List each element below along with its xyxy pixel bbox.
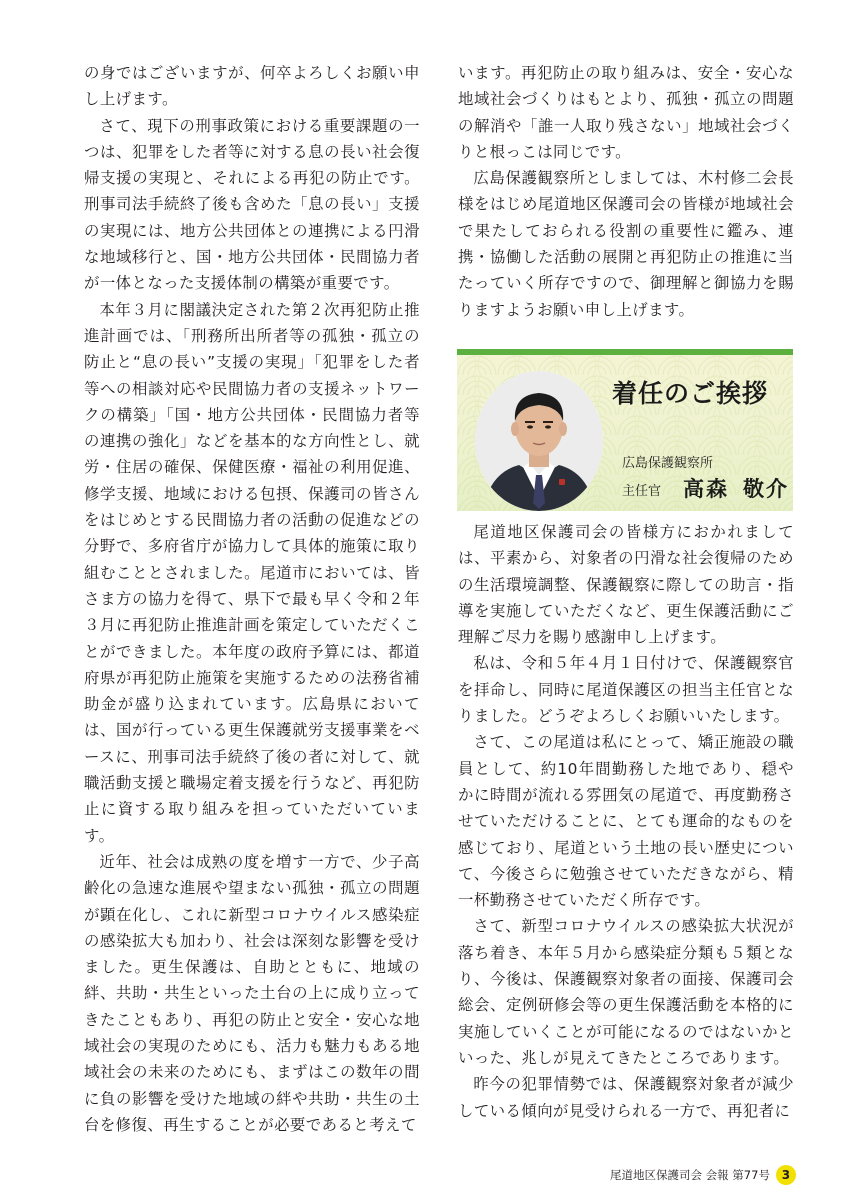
greeting-name-family: 高森	[683, 476, 729, 501]
right-bottom-paragraph-1: 尾道地区保護司会の皆様方におかれましては、平素から、対象者の円滑な社会復帰のための生活環境調整、保護観察に際しての助言・指導を実施していただくなど、更生保護活動にご理解ご尽力を賜り感謝申し上げます。	[458, 523, 794, 647]
greeting-title: 着任のご挨拶	[612, 379, 769, 408]
left-paragraph-3: 本年３月に閣議決定された第２次再犯防止推進計画では、「刑務所出所者等の孤独・孤立の防止と“息の長い”支援の実現」「犯罪をした者等への相談対応や民間協力者の支援ネットワークの構築」「国・地方公共団体・民間協力者等の連携の強化」などを基本的な方向性とし、就労・住居の確保、保健医療・福祉の利用促進、修学支援、地域における包摂、保護司の皆さんをはじめとする民間協力者の活動の促進などの分野で、多府省庁が協力して具体的施策に取り組むこととされました。尾道市においては、皆さま方の協力を得て、県下で最も早く令和２年３月に再犯防止推進計画を策定していただくことができました。本年度の政府予算には、都道府県が再犯防止施策を実施するための法務省補助金が盛り込まれています。広島県においては、国が行っている更生保護就労支援事業をベースに、刑事司法手続終了後の者に対して、就職活動支援と職場定着支援を行うなど、再犯防止に資する取り組みを担っていただいています。	[84, 300, 420, 845]
left-paragraph-4: 近年、社会は成熟の度を増す一方で、少子高齢化の急速な進展や望まない孤独・孤立の問題が顕在化し、これに新型コロナウイルス感染症の感染拡大も加わり、社会は深刻な影響を受けました。更生保護は、自助とともに、地域の絆、共助・共生といった土台の上に成り立ってきたこともあり、再犯の防止と安全・安心な地域社会の実現のためにも、活力も魅力もある地域社会の未来のためにも、まずはこの数年の間に負の影響を受けた地域の絆や共助・共生の土台を修復、再生することが必要であると考えて	[84, 852, 420, 1134]
right-bottom-paragraph-2: 私は、令和５年４月１日付けで、保護観察官を拝命し、同時に尾道保護区の担当主任官となりました。どうぞよろしくお願いいたします。	[458, 654, 794, 726]
greeting-office: 広島保護観察所	[622, 456, 714, 471]
greeting-name-given: 敬介	[743, 476, 789, 501]
right-bottom-paragraph-4: さて、新型コロナウイルスの感染拡大状況が落ち着き、本年５月から感染症分類も５類となり、今後は、保護観察対象者の面接、保護司会総会、定例研修会等の更生保護活動を本格的に実施していくことが可能になるのではないかといった、兆しが見えてきたところであります。	[458, 917, 794, 1067]
greeting-name	[683, 473, 789, 503]
greeting-rank: 主任官	[622, 484, 662, 499]
left-paragraph-2: さて、現下の刑事政策における重要課題の一つは、犯罪をした者等に対する息の長い社会復帰支援の実現と、それによる再犯の防止です。刑事司法手続終了後も含めた「息の長い」支援の実現には、地方公共団体との連携による円滑な地域移行と、国・地方公共団体・民間協力者が一体となった支援体制の構築が重要です。	[84, 116, 420, 293]
publication-name: 尾道地区保護司会 会報 第77号	[610, 1168, 770, 1182]
left-paragraph-1: の身ではございますが、何卒よろしくお願い申し上げます。	[84, 64, 420, 109]
left-column	[84, 60, 420, 1138]
page-number-badge: 3	[776, 1165, 796, 1185]
right-column-top	[458, 60, 794, 323]
right-top-paragraph-2: 広島保護観察所としましては、木村修二会長様をはじめ尾道地区保護司会の皆様が地域社会で果たしておられる役割の重要性に鑑み、連携・協働した活動の展開と再犯防止の推進に当たっていく所存ですので、御理解と御協力を賜りますようお願い申し上げます。	[458, 169, 794, 319]
right-column-bottom	[458, 519, 794, 1124]
page-footer	[610, 1165, 796, 1185]
right-top-paragraph-1: います。再犯防止の取り組みは、安全・安心な地域社会づくりはもとより、孤独・孤立の問題の解消や「誰一人取り残さない」地域社会づくりと根っこは同じです。	[458, 64, 794, 161]
right-bottom-paragraph-3: さて、この尾道は私にとって、矯正施設の職員として、約10年間勤務した地であり、穏やかに時間が流れる雰囲気の尾道で、再度勤務させていただけることに、とても運命的なものを感じており、尾道という土地の長い歴史について、今後さらに勉強させていただきながら、精一杯勤務させていただく所存です。	[458, 733, 794, 910]
portrait-photo	[475, 371, 603, 511]
right-bottom-paragraph-5: 昨今の犯罪情勢では、保護観察対象者が減少している傾向が見受けられる一方で、再犯者に	[458, 1075, 794, 1120]
